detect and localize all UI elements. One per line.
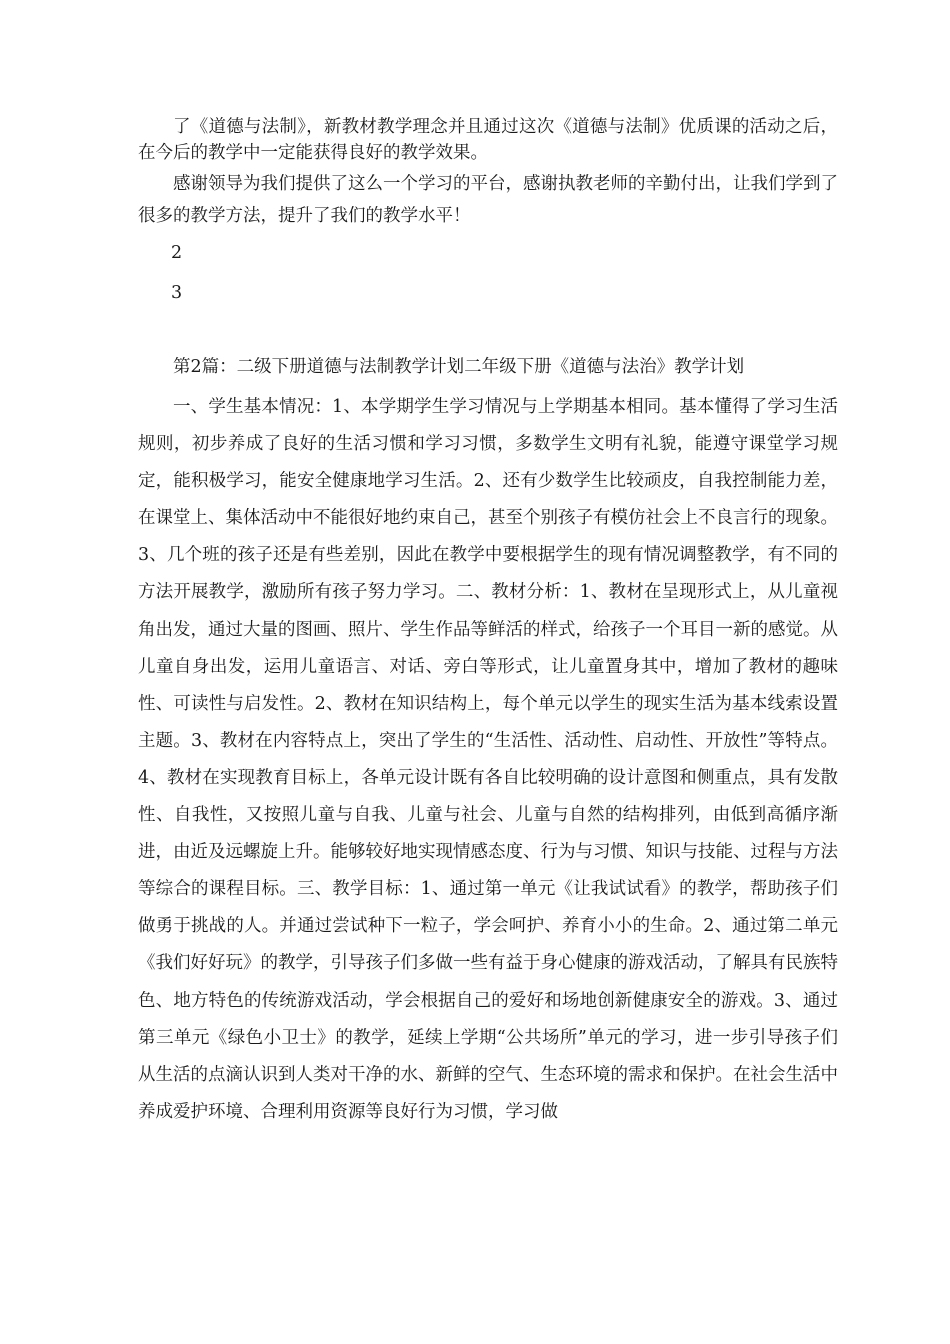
paragraph-continued: 了《道德与法制》，新教材教学理念并且通过这次《道德与法制》优质课的活动之后，在今后的教学中一定能获得良好的教学效果。 [138,117,838,163]
paragraph-thanks: 感谢领导为我们提供了这么一个学习的平台，感谢执教老师的辛勤付出，让我们学到了很多的教学方法，提升了我们的教学水平！ [138,174,838,226]
section-heading: 第2篇：二级下册道德与法制教学计划二年级下册《道德与法治》教学计划 [173,357,745,377]
list-number-2: 2 [171,243,183,263]
list-number-3: 3 [171,283,183,303]
section-body: 一、学生基本情况：1、本学期学生学习情况与上学期基本相同。基本懂得了学习生活规则，初步养成了良好的生活习惯和学习习惯，多数学生文明有礼貌，能遵守课堂学习规定，能积极学习，能安全健康地学习生活。2、还有少数学生比较顽皮，自我控制能力差，在课堂上、集体活动中不能很好地约束自己，甚至个别孩子有模仿社会上不良言行的现象。3、几个班的孩子还是有些差别，因此在教学中要根据学生的现有情况调整教学，有不同的方法开展教学，激励所有孩子努力学习。二、教材分析：1、教材在呈现形式上，从儿童视角出发，通过大量的图画、照片、学生作品等鲜活的样式，给孩子一个耳目一新的感觉。从儿童自身出发，运用儿童语言、对话、旁白等形式，让儿童置身其中，增加了教材的趣味性、可读性与启发性。2、教材在知识结构上，每个单元以学生的现实生活为基本线索设置主题。3、教材在内容特点上，突出了学生的“生活性、活动性、启动性、开放性”等特点。4、教材在实现教育目标上，各单元设计既有各自比较明确的设计意图和侧重点，具有发散性、自我性，又按照儿童与自我、儿童与社会、儿童与自然的结构排列，由低到高循序渐进，由近及远螺旋上升。能够较好地实现情感态度、行为与习惯、知识与技能、过程与方法等综合的课程目标。三、教学目标：1、通过第一单元《让我试试看》的教学，帮助孩子们做勇于挑战的人。并通过尝试种下一粒子，学会呵护、养育小小的生命。2、通过第二单元《我们好好玩》的教学，引导孩子们多做一些有益于身心健康的游戏活动，了解具有民族特色、地方特色的传统游戏活动，学会根据自己的爱好和场地创新健康安全的游戏。3、通过第三单元《绿色小卫士》的教学，延续上学期“公共场所”单元的学习，进一步引导孩子们从生活的点滴认识到人类对干净的水、新鲜的空气、生态环境的需求和保护。在社会生活中养成爱护环境、合理利用资源等良好行为习惯，学习做 [138,397,838,1122]
